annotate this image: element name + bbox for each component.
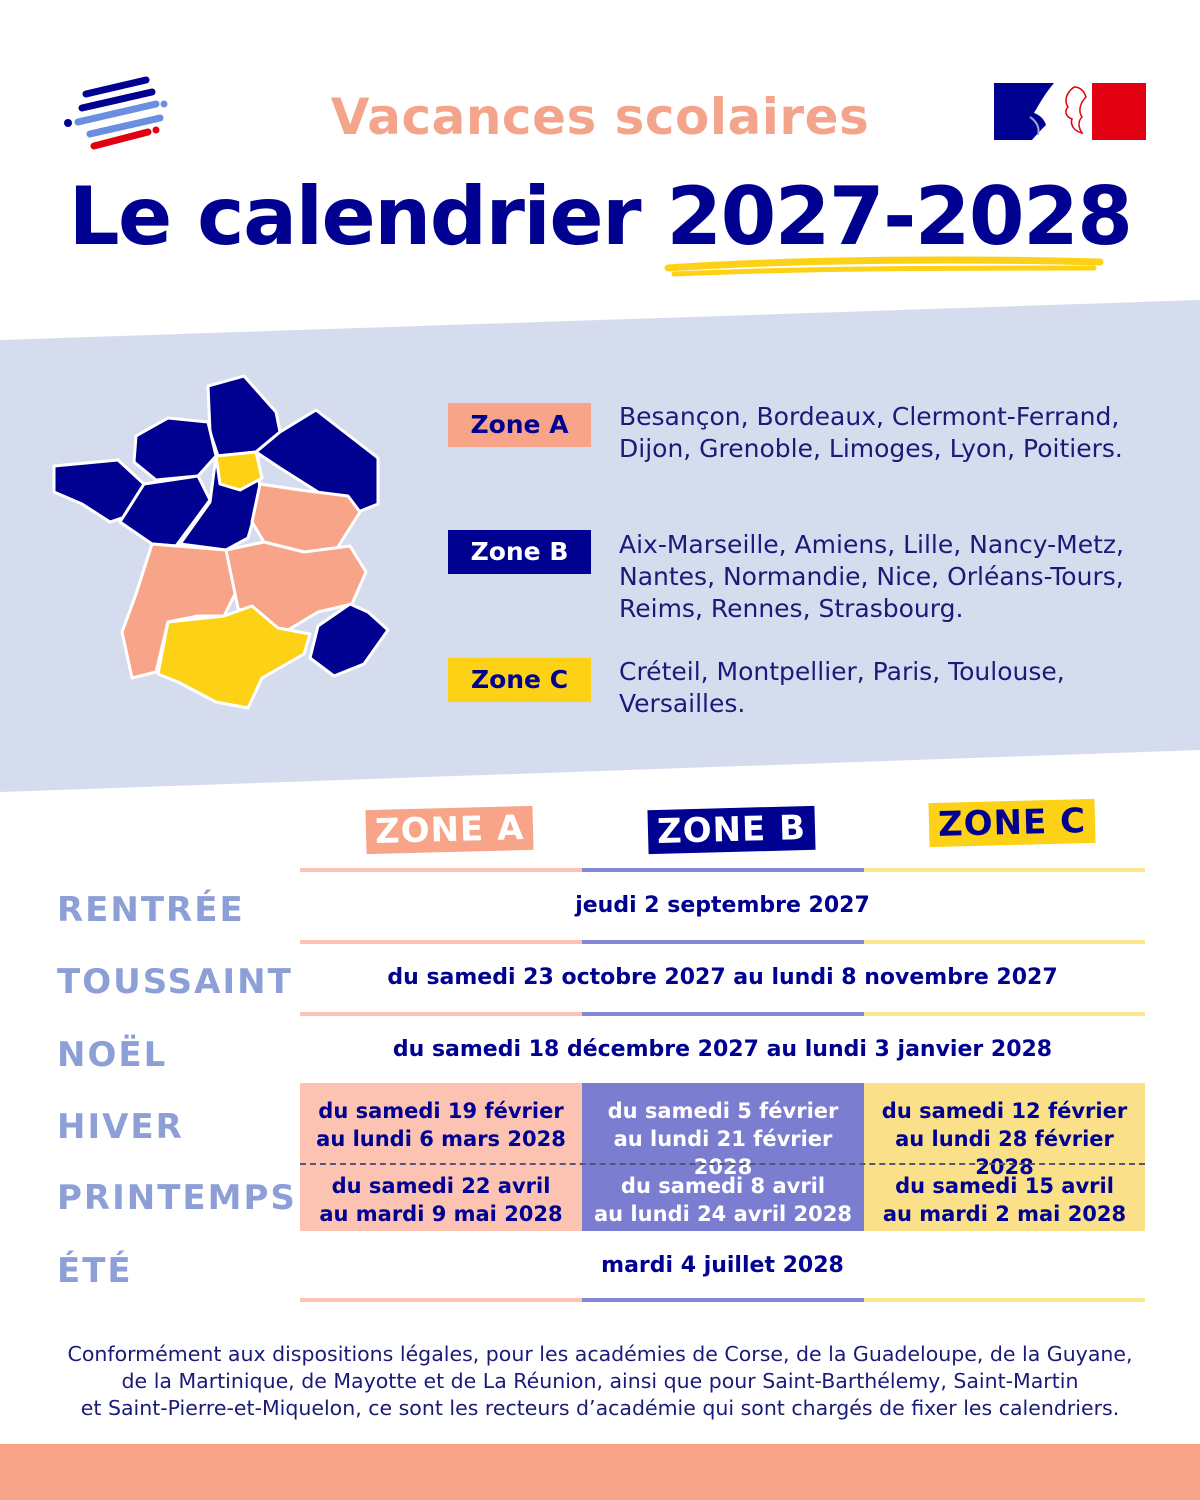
hiver-zone-c-end: au lundi 28 février 2028 [895,1127,1114,1179]
hiver-zone-c [864,1097,1145,1181]
footnote-line-3: et Saint-Pierre-et-Miquelon, ce sont les recteurs d’académie qui sont chargés de fixer les calendriers. [80,1396,1120,1420]
row-label-printemps: PRINTEMPS [57,1178,297,1218]
marianne-republic-flag-icon [994,83,1146,140]
zone-a-academies: Besançon, Bordeaux, Clermont-Ferrand, Dijon, Grenoble, Limoges, Lyon, Poitiers. [619,402,1123,463]
hiver-zone-c-start: du samedi 12 février [881,1099,1128,1123]
printemps-zone-b-start: du samedi 8 avril [620,1174,826,1198]
printemps-zone-a-end: au mardi 9 mai 2028 [319,1202,563,1226]
bottom-bar [0,1444,1200,1500]
footnote-line-1: Conformément aux dispositions légales, pour les académies de Corse, de la Guadeloupe, de la Guyane, [67,1342,1133,1366]
zone-c-tag: Zone C [448,658,591,702]
legal-footnote [30,1341,1170,1422]
zone-a-tag: Zone A [448,403,591,447]
zone-b-column-header: ZONE B [647,806,815,854]
toussaint-dates: du samedi 23 octobre 2027 au lundi 8 novembre 2027 [387,965,1058,990]
title-year: 2027-2028 [666,170,1132,263]
hiver-zone-b-start: du samedi 5 février [607,1099,839,1123]
title-main: Le calendrier [68,170,667,263]
hiver-zone-b [582,1097,864,1181]
france-zones-map [48,372,393,717]
hiver-zone-b-end: au lundi 21 février 2028 [613,1127,833,1179]
row-label-rentree: RENTRÉE [57,890,245,930]
printemps-zone-b [582,1172,864,1228]
hiver-zone-a-end: au lundi 6 mars 2028 [316,1127,566,1151]
hiver-zone-a [300,1097,582,1153]
rentree-date: jeudi 2 septembre 2027 [575,893,870,918]
title-underline [664,254,1104,280]
zone-b-academies: Aix-Marseille, Amiens, Lille, Nancy-Metz, Nantes, Normandie, Nice, Orléans-Tours, Reims, Rennes, Strasbourg. [619,530,1124,623]
zone-a-column-header: ZONE A [365,806,533,854]
row-label-ete: ÉTÉ [57,1251,133,1291]
zone-c-column-header: ZONE C [928,799,1095,847]
printemps-zone-c [864,1172,1145,1228]
zone-c-academies: Créteil, Montpellier, Paris, Toulouse, Versailles. [619,657,1065,718]
page-title [0,170,1200,263]
hiver-zone-a-start: du samedi 19 février [318,1099,564,1123]
page-subtitle: Vacances scolaires [330,88,870,146]
footnote-line-2: de la Martinique, de Mayotte et de La Réunion, ainsi que pour Saint-Barthélemy, Saint-Martin [121,1369,1079,1393]
printemps-zone-c-start: du samedi 15 avril [895,1174,1114,1198]
ete-date: mardi 4 juillet 2028 [601,1253,844,1278]
row-label-hiver: HIVER [57,1107,184,1147]
printemps-zone-b-end: au lundi 24 avril 2028 [594,1202,852,1226]
hiver-printemps-divider [300,1163,1145,1165]
printemps-zone-a-start: du samedi 22 avril [331,1174,551,1198]
zone-b-tag: Zone B [448,530,591,574]
noel-dates: du samedi 18 décembre 2027 au lundi 3 janvier 2028 [392,1037,1053,1062]
printemps-zone-c-end: au mardi 2 mai 2028 [882,1202,1127,1226]
row-label-toussaint: TOUSSAINT [57,962,293,1002]
row-label-noel: NOËL [57,1035,168,1075]
printemps-zone-a [300,1172,582,1228]
